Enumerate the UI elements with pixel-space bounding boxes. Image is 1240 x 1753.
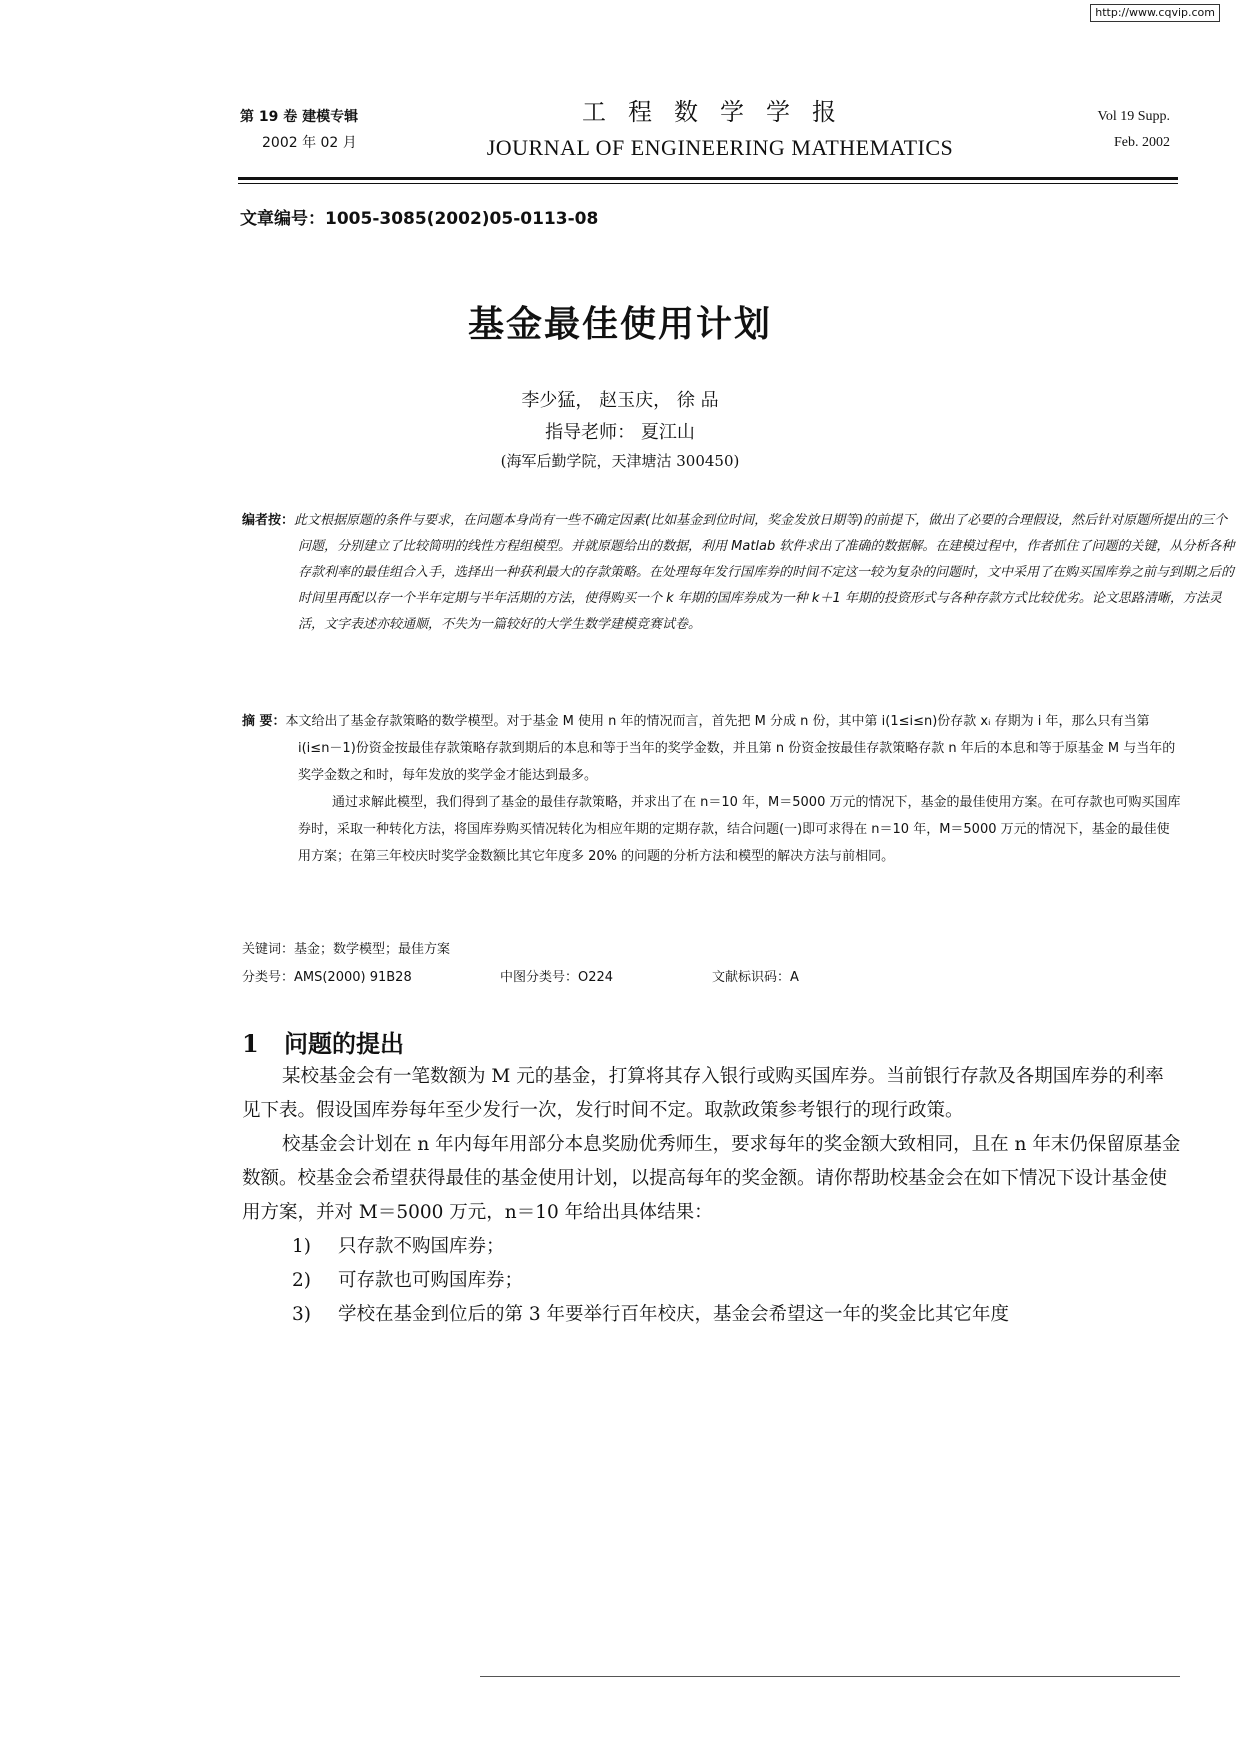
body-paragraph-1: 某校基金会有一笔数额为 M 元的基金，打算将其存入银行或购买国库券。当前银行存款及各期国库券的利率见下表。假设国库券每年至少发行一次，发行时间不定。取款政策参考银行的现行政策。 [242, 1066, 1164, 1121]
section-title: 问题的提出 [284, 1029, 404, 1058]
clc-class: 中图分类号：O224 [500, 970, 614, 985]
header-volume-line: 第 19 卷 建模专辑 [240, 109, 359, 125]
abstract [242, 708, 1182, 870]
header-rule-thick [238, 177, 1178, 180]
affiliation: (海军后勤学院，天津塘沽 300450) [500, 452, 740, 470]
list-item-number: 3) [292, 1304, 311, 1325]
list-item-text: 学校在基金到位后的第 3 年要举行百年校庆，基金会希望这一年的奖金比其它年度 [338, 1304, 1010, 1325]
abstract-paragraph-2: 通过求解此模型，我们得到了基金的最佳存款策略，并求出了在 n＝10 年，M＝5000 万元的情况下，基金的最佳使用方案。在可存款也可购买国库券时，采取一种转化方法，将国库券购买情况转化为相应年期的定期存款，结合问题(一)即可求得在 n＝10 年，M＝5000 万元的情况下，基金的最佳使用方案；在第三年校庆时奖学金数额比其它年度多 20% 的问题的分析方法和模型的解决方法与前相同。 [298, 795, 1181, 864]
abstract-paragraph-1 [242, 708, 1182, 789]
journal-title-cn: 工程数学学报 [582, 98, 858, 126]
editor-note [242, 508, 1238, 638]
header-rule-thin [238, 183, 1178, 184]
list-item-number: 1) [292, 1236, 311, 1257]
section-body [242, 1060, 1182, 1332]
list-item [242, 1230, 1182, 1264]
list-item [242, 1298, 1182, 1332]
authors: 李少猛， 赵玉庆， 徐 品 [521, 390, 719, 411]
editor-note-text: 此文根据原题的条件与要求，在问题本身尚有一些不确定因素(比如基金到位时间，奖金发放日期等)的前提下，做出了必要的合理假设，然后针对原题所提出的三个问题，分别建立了比较简明的线性方程组模型。并就原题给出的数据，利用 Matlab 软件求出了准确的数据解。在建模过程中，作者抓住了问题的关键，从分析各种存款利率的最佳组合入手，选择出一种获利最大的存款策略。在处理每年发行国库券的时间不定这一较为复杂的问题时，文中采用了在购买国库券之前与到期之后的时间里再配以存一个半年定期与半年活期的方法，使得购买一个 k 年期的国库券成为一种 k＋1 年期的投资形式与各种存款方式比较优劣。论文思路清晰，方法灵活，文字表述亦较通顺，不失为一篇较好的大学生数学建模竞赛试卷。 [294, 513, 1235, 632]
section-number: 1 [242, 1029, 259, 1058]
paper-title: 基金最佳使用计划 [467, 303, 772, 345]
header-volume [240, 104, 358, 156]
header-date-line: 2002 年 02 月 [262, 135, 357, 151]
advisor: 指导老师： 夏江山 [545, 422, 695, 443]
classification-row [242, 966, 1182, 985]
editor-note-label: 编者按： [242, 513, 295, 528]
article-number: 文章编号：1005-3085(2002)05-0113-08 [240, 209, 599, 229]
header-date-en: Feb. 2002 [1114, 135, 1170, 150]
list-item-number: 2) [292, 1270, 311, 1291]
list-item-text: 可存款也可购国库券； [338, 1270, 524, 1291]
journal-title-en: JOURNAL OF ENGINEERING MATHEMATICS [486, 135, 954, 160]
abstract-text-1: 本文给出了基金存款策略的数学模型。对于基金 M 使用 n 年的情况而言，首先把 M 分成 n 份，其中第 i(1≤i≤n)份存款 xᵢ 存期为 i 年，那么只有当第 i(i≤n－1)份资金按最佳存款策略存款到期后的本息和等于当年的奖学金数，并且第 n 份资金按最佳存款策略存款 n 年后的本息和等于原基金 M 与当年的奖学金数之和时，每年发放的奖学金才能达到最多。 [285, 714, 1176, 783]
header-vol-en: Vol 19 Supp. [1097, 109, 1170, 124]
header-issue [1098, 104, 1170, 156]
journal-masthead [420, 92, 1020, 161]
section-heading [242, 1024, 404, 1059]
body-paragraph-2: 校基金会计划在 n 年内每年用部分本息奖励优秀师生，要求每年的奖金额大致相同，且在 n 年末仍保留原基金数额。校基金会希望获得最佳的基金使用计划，以提高每年的奖金额。请你帮助校基金会在如下情况下设计基金使用方案，并对 M＝5000 万元，n＝10 年给出具体结果： [242, 1134, 1181, 1223]
abstract-label: 摘 要： [242, 714, 286, 729]
list-item [242, 1264, 1182, 1298]
source-url[interactable]: http://www.cqvip.com [1090, 4, 1220, 22]
doc-code: 文献标识码：A [712, 970, 799, 985]
keywords: 关键词：基金；数学模型；最佳方案 [242, 942, 451, 957]
footnote-rule [480, 1676, 1180, 1677]
list-item-text: 只存款不购国库券； [338, 1236, 505, 1257]
ams-class: 分类号：AMS(2000) 91B28 [242, 970, 412, 985]
